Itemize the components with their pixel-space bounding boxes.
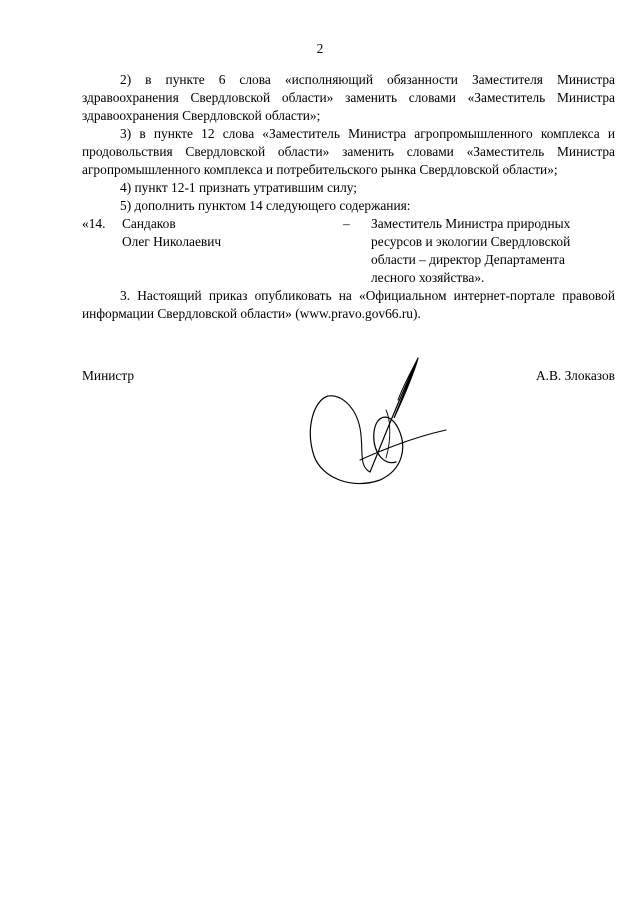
publication-paragraph: 3. Настоящий приказ опубликовать на «Официальном интернет-портале правовой информации Свердловской области» (www.pravo.gov66.ru). — [82, 288, 615, 321]
signatory-title: Министр — [82, 368, 135, 383]
entry-surname: Сандаков — [122, 216, 176, 231]
entry-position — [371, 215, 615, 287]
amendment-item-3: 3) в пункте 12 слова «Заместитель Министра агропромышленного комплекса и продовольствия Свердловской области» заменить словами «Заместитель Министра агропромышленного комплекса и потребительского рынка Свердловской области»; — [82, 126, 615, 177]
signatory-name: А.В. Злоказов — [535, 368, 615, 383]
entry-given-names: Олег Николаевич — [122, 234, 222, 249]
page-number: 2 — [316, 41, 324, 56]
amendment-item-4: 4) пункт 12-1 признать утратившим силу; — [120, 180, 358, 195]
entry-position-line: ресурсов и экологии Свердловской — [371, 234, 571, 249]
entry-position-line: Заместитель Министра природных — [371, 216, 571, 231]
entry-position-line: области – директор Департамента — [371, 252, 565, 267]
amendment-item-2: 2) в пункте 6 слова «исполняющий обязанности Заместителя Министра здравоохранения Свердловской области» заменить словами «Заместитель Министра здравоохранения Свердловской области»; — [82, 72, 615, 123]
handwritten-signature — [300, 348, 450, 493]
new-entry-14 — [82, 215, 615, 287]
entry-person — [122, 215, 343, 287]
entry-number: «14. — [82, 216, 106, 231]
entry-dash: – — [343, 216, 350, 231]
amendment-item-5: 5) дополнить пунктом 14 следующего содержания: — [120, 198, 411, 213]
entry-position-line: лесного хозяйства». — [371, 270, 485, 285]
document-body — [82, 71, 615, 323]
